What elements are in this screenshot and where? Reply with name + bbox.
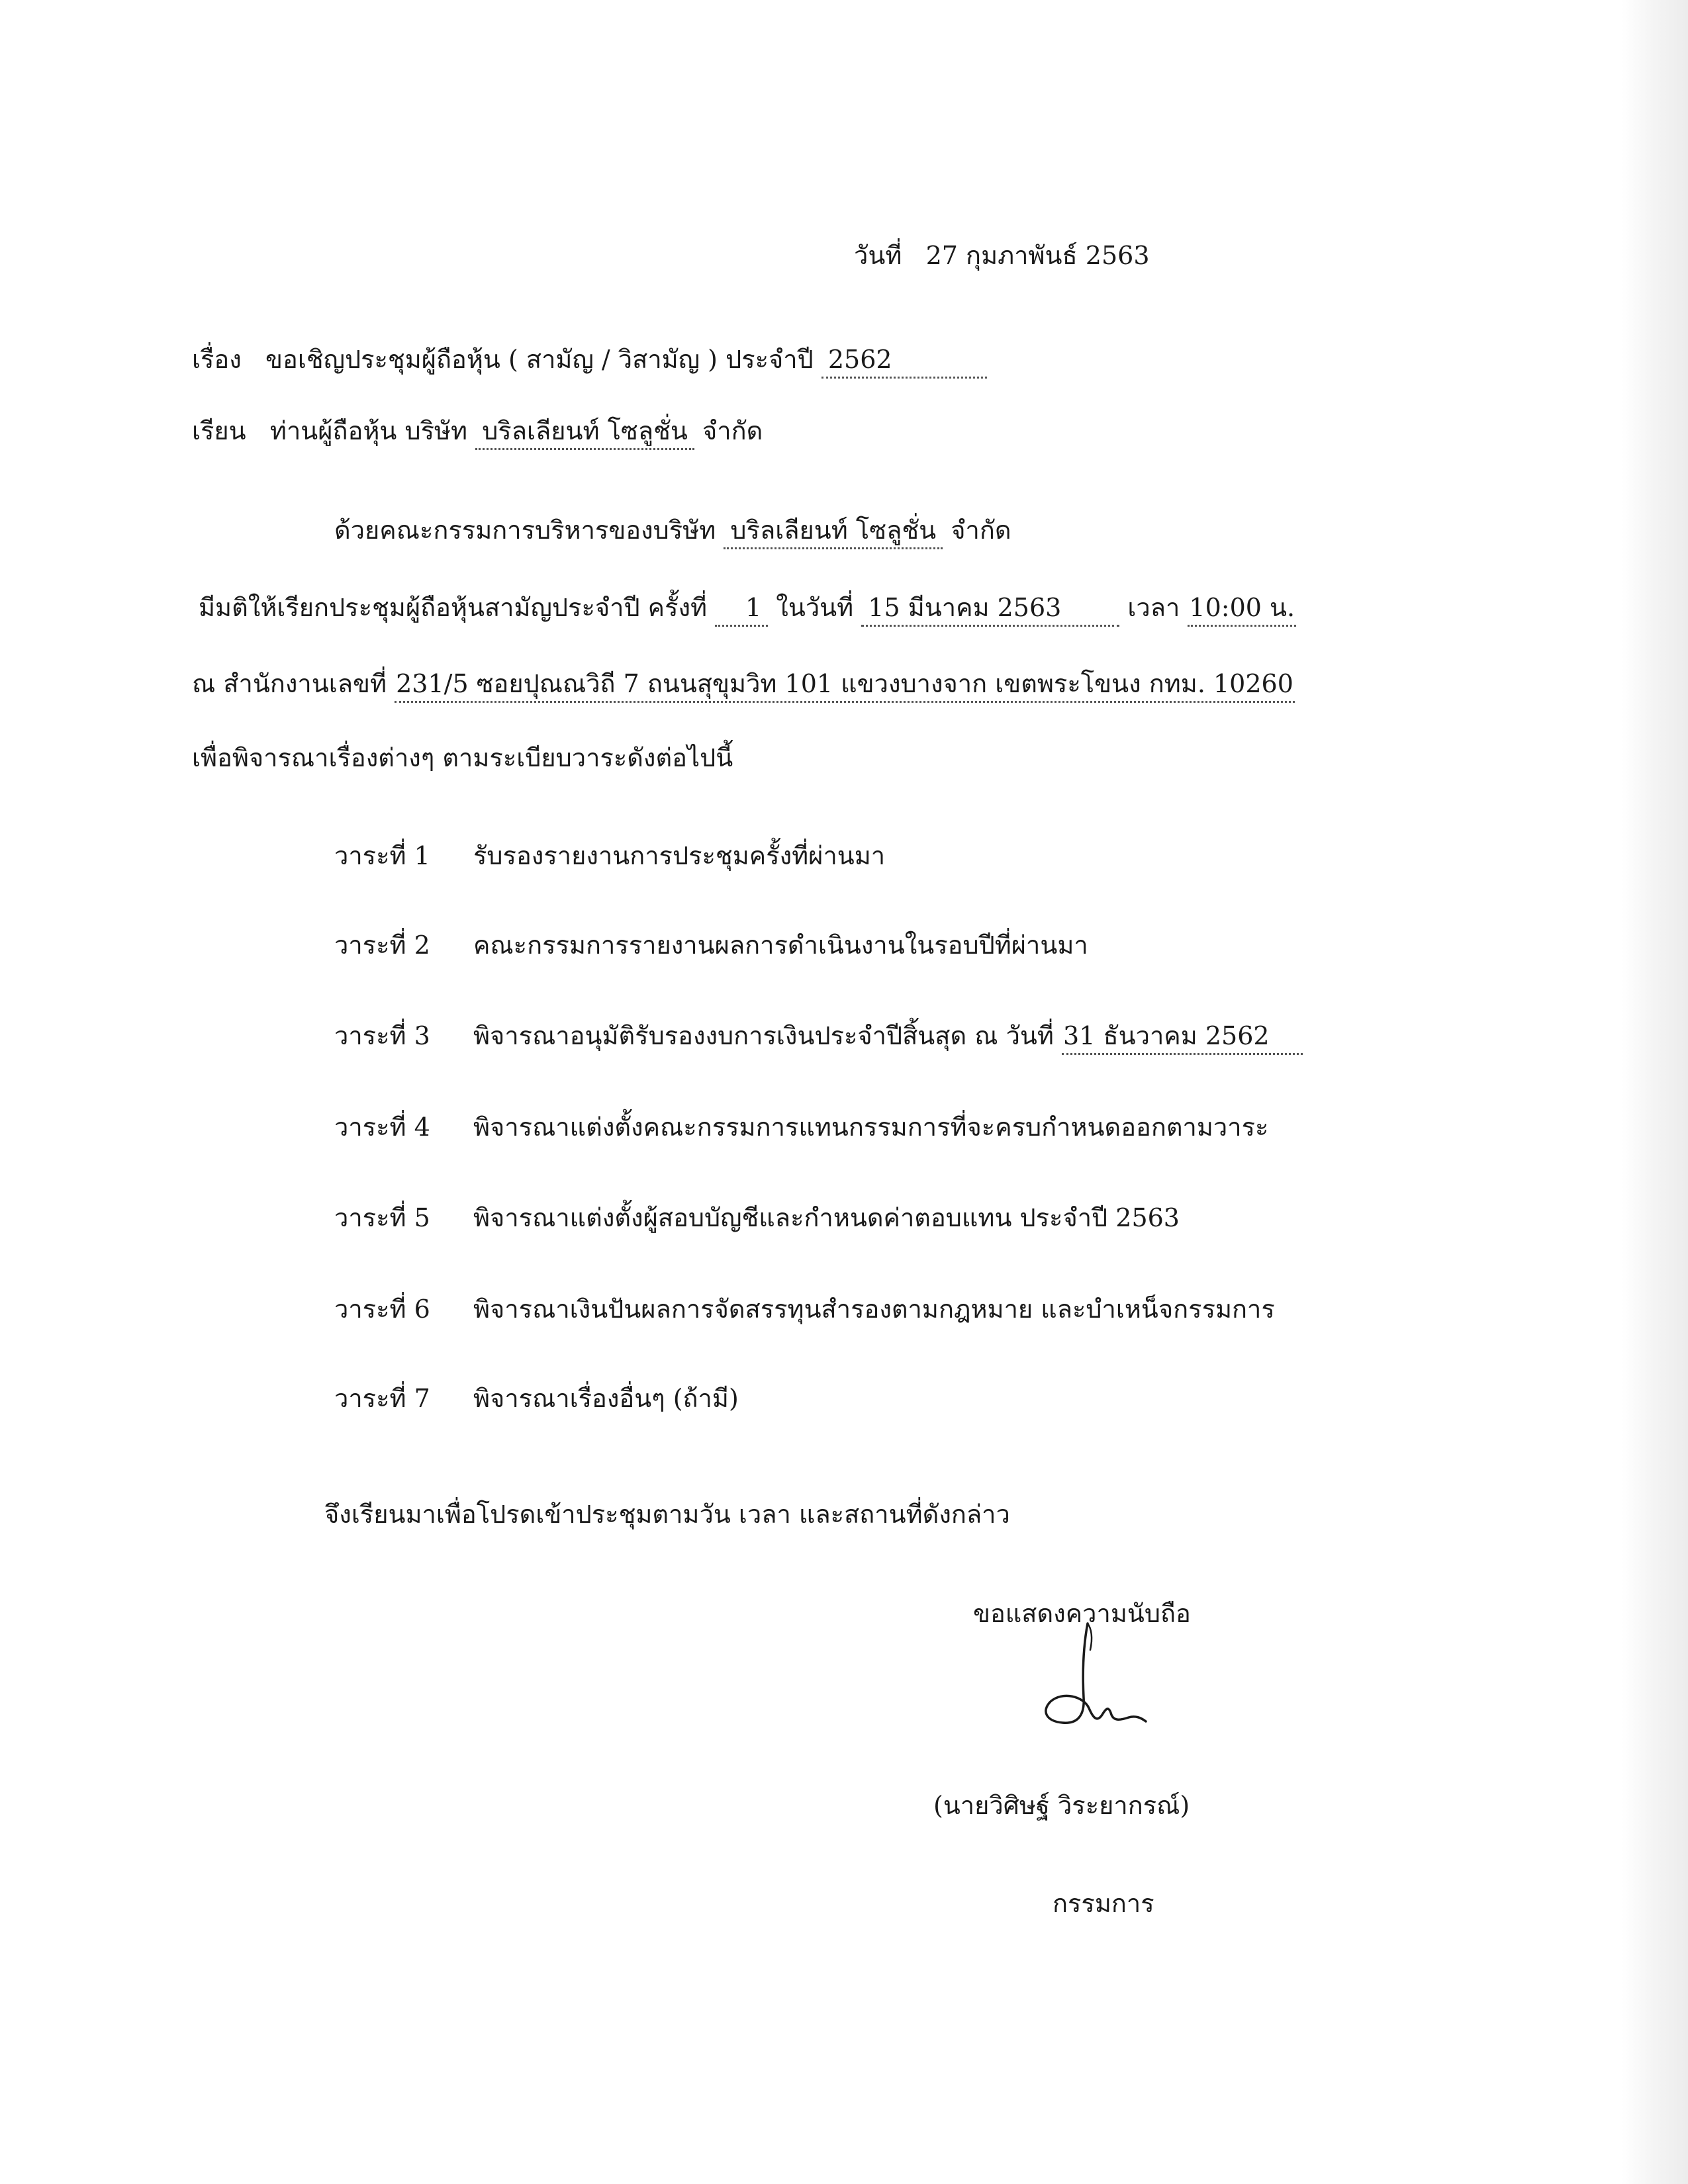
agenda-number: วาระที่ 4 (334, 1113, 430, 1142)
agenda-text: คณะกรรมการรายงานผลการดำเนินงานในรอบปีที่ผ่านมา (473, 931, 1088, 960)
subject-label: เรื่อง (192, 345, 242, 374)
subject-year: 2562 (821, 342, 987, 379)
agenda-number: วาระที่ 6 (334, 1295, 430, 1324)
agenda-item (334, 1017, 1303, 1055)
agenda-text: รับรองรายงานการประชุมครั้งที่ผ่านมา (473, 841, 886, 870)
agenda-item (334, 1199, 1180, 1236)
agenda-text: พิจารณาแต่งตั้งผู้สอบบัญชีและกำหนดค่าตอบแทน ประจำปี 2563 (473, 1203, 1180, 1232)
meeting-time: 10:00 น. (1188, 590, 1296, 627)
agenda-number: วาระที่ 1 (334, 841, 430, 870)
body-line-4: เพื่อพิจารณาเรื่องต่างๆ ตามระเบียบวาระดังต่อไปนี้ (192, 743, 733, 772)
agenda-text: พิจารณาเรื่องอื่นๆ (ถ้ามี) (473, 1384, 739, 1413)
body-company: บริลเลียนท์ โซลูชั่น (724, 513, 943, 549)
agenda-fill-date: 31 ธันวาคม 2562 (1062, 1019, 1303, 1055)
date-line (854, 237, 1150, 274)
time-label: เวลา (1127, 593, 1180, 622)
subject-line (192, 341, 987, 379)
scan-page-edge (1622, 0, 1688, 2184)
recipient-company: บริลเลียนท์ โซลูชั่น (475, 414, 694, 450)
agenda-item (334, 1291, 1275, 1328)
body-line1-suffix: จำกัด (951, 516, 1011, 545)
meeting-number: 1 (715, 590, 768, 627)
agenda-number: วาระที่ 3 (334, 1021, 430, 1050)
agenda-text: พิจารณาแต่งตั้งคณะกรรมการแทนกรรมการที่จะครบกำหนดออกตามวาระ (473, 1113, 1269, 1142)
agenda-item (334, 1380, 739, 1417)
body-line2-prefix: มีมติให้เรียกประชุมผู้ถือหุ้นสามัญประจำปี ครั้งที่ (199, 593, 708, 622)
body-line2-mid: ในวันที่ (776, 593, 854, 622)
agenda-item (334, 1109, 1268, 1146)
agenda-item (334, 927, 1088, 964)
regards-text: ขอแสดงความนับถือ (973, 1599, 1191, 1628)
recipient-suffix: จำกัด (702, 416, 763, 445)
recipient-line (192, 412, 763, 450)
meeting-address: 231/5 ซอยปุณณวิถี 7 ถนนสุขุมวิท 101 แขวงบางจาก เขตพระโขนง กทม. 10260 (395, 666, 1295, 703)
agenda-item (334, 837, 885, 874)
body-line-2 (199, 589, 1296, 627)
body-line-1 (334, 512, 1011, 549)
body-line3-prefix: ณ สำนักงานเลขที่ (192, 669, 387, 698)
body-line-3 (192, 665, 1295, 703)
signer-name: (นายวิศิษฐ์ วิระยากรณ์) (933, 1791, 1190, 1820)
signature-icon (1036, 1618, 1155, 1744)
recipient-label: เรียน (192, 416, 246, 445)
meeting-date: 15 มีนาคม 2563 (861, 590, 1119, 627)
body-line1-prefix: ด้วยคณะกรรมการบริหารของบริษัท (334, 516, 716, 545)
agenda-number: วาระที่ 2 (334, 931, 430, 960)
signer-title: กรรมการ (1053, 1889, 1154, 1918)
recipient-text: ท่านผู้ถือหุ้น บริษัท (269, 416, 468, 445)
date-label: วันที่ (854, 241, 902, 270)
agenda-text: พิจารณาอนุมัติรับรองงบการเงินประจำปีสิ้นสุด ณ วันที่ (473, 1021, 1054, 1050)
subject-text: ขอเชิญประชุมผู้ถือหุ้น ( สามัญ / วิสามัญ ) ประจำปี (265, 345, 814, 374)
closing-text: จึงเรียนมาเพื่อโปรดเข้าประชุมตามวัน เวลา และสถานที่ดังกล่าว (324, 1500, 1010, 1529)
agenda-number: วาระที่ 5 (334, 1203, 430, 1232)
agenda-text: พิจารณาเงินปันผลการจัดสรรทุนสำรองตามกฎหมาย และบำเหน็จกรรมการ (473, 1295, 1275, 1324)
agenda-number: วาระที่ 7 (334, 1384, 430, 1413)
date-value: 27 กุมภาพันธ์ 2563 (925, 241, 1150, 270)
